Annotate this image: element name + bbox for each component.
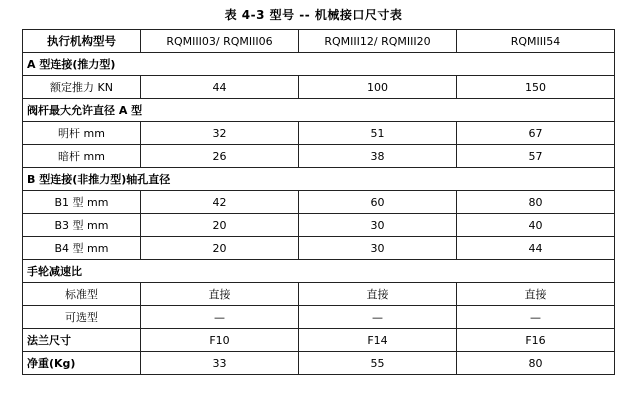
cell-concealed-12-20: 38 (299, 145, 457, 168)
cell-weight-03-06: 33 (141, 352, 299, 375)
section-handwheel-label: 手轮减速比 (23, 260, 615, 283)
table-row-flange (23, 329, 615, 352)
cell-b3-54: 40 (457, 214, 615, 237)
cell-thrust-12-20: 100 (299, 76, 457, 99)
cell-flange-03-06: F10 (141, 329, 299, 352)
table-row-rated-thrust (23, 76, 615, 99)
row-label-weight: 净重(Kg) (23, 352, 141, 375)
table-row-concealed-stem (23, 145, 615, 168)
cell-b4-54: 44 (457, 237, 615, 260)
cell-concealed-03-06: 26 (141, 145, 299, 168)
cell-weight-12-20: 55 (299, 352, 457, 375)
cell-optional-12-20: — (299, 306, 457, 329)
table-row-b4 (23, 237, 615, 260)
row-label-concealed-stem: 暗杆 mm (23, 145, 141, 168)
cell-flange-54: F16 (457, 329, 615, 352)
header-model-03-06: RQMIII03/ RQMIII06 (141, 30, 299, 53)
section-a-type-label: A 型连接(推力型) (23, 53, 615, 76)
cell-b3-12-20: 30 (299, 214, 457, 237)
cell-thrust-54: 150 (457, 76, 615, 99)
table-row-optional (23, 306, 615, 329)
row-label-b4: B4 型 mm (23, 237, 141, 260)
header-model-54: RQMIII54 (457, 30, 615, 53)
section-stem-diameter-label: 阀杆最大允许直径 A 型 (23, 99, 615, 122)
cell-flange-12-20: F14 (299, 329, 457, 352)
table-row-b3 (23, 214, 615, 237)
table-row-weight (23, 352, 615, 375)
cell-weight-54: 80 (457, 352, 615, 375)
row-label-flange: 法兰尺寸 (23, 329, 141, 352)
cell-exposed-54: 67 (457, 122, 615, 145)
table-row-b1 (23, 191, 615, 214)
cell-b1-12-20: 60 (299, 191, 457, 214)
table-row-exposed-stem (23, 122, 615, 145)
cell-optional-54: — (457, 306, 615, 329)
cell-standard-12-20: 直接 (299, 283, 457, 306)
cell-thrust-03-06: 44 (141, 76, 299, 99)
row-label-b3: B3 型 mm (23, 214, 141, 237)
cell-b4-12-20: 30 (299, 237, 457, 260)
row-label-b1: B1 型 mm (23, 191, 141, 214)
cell-optional-03-06: — (141, 306, 299, 329)
table-header-row (23, 30, 615, 53)
cell-b3-03-06: 20 (141, 214, 299, 237)
row-label-optional: 可选型 (23, 306, 141, 329)
table-caption: 表 4-3 型号 -- 机械接口尺寸表 (224, 8, 403, 22)
cell-standard-03-06: 直接 (141, 283, 299, 306)
cell-b1-54: 80 (457, 191, 615, 214)
cell-concealed-54: 57 (457, 145, 615, 168)
cell-b4-03-06: 20 (141, 237, 299, 260)
cell-b1-03-06: 42 (141, 191, 299, 214)
section-row-b-type (23, 168, 615, 191)
cell-exposed-03-06: 32 (141, 122, 299, 145)
row-label-rated-thrust: 额定推力 KN (23, 76, 141, 99)
header-model-12-20: RQMIII12/ RQMIII20 (299, 30, 457, 53)
row-label-standard: 标准型 (23, 283, 141, 306)
section-row-stem-diameter (23, 99, 615, 122)
cell-standard-54: 直接 (457, 283, 615, 306)
cell-exposed-12-20: 51 (299, 122, 457, 145)
section-row-a-type (23, 53, 615, 76)
section-row-handwheel (23, 260, 615, 283)
section-b-type-label: B 型连接(非推力型)轴孔直径 (23, 168, 615, 191)
header-actuator-model: 执行机构型号 (23, 30, 141, 53)
table-row-standard (23, 283, 615, 306)
mechanical-interface-table (22, 29, 615, 375)
row-label-exposed-stem: 明杆 mm (23, 122, 141, 145)
